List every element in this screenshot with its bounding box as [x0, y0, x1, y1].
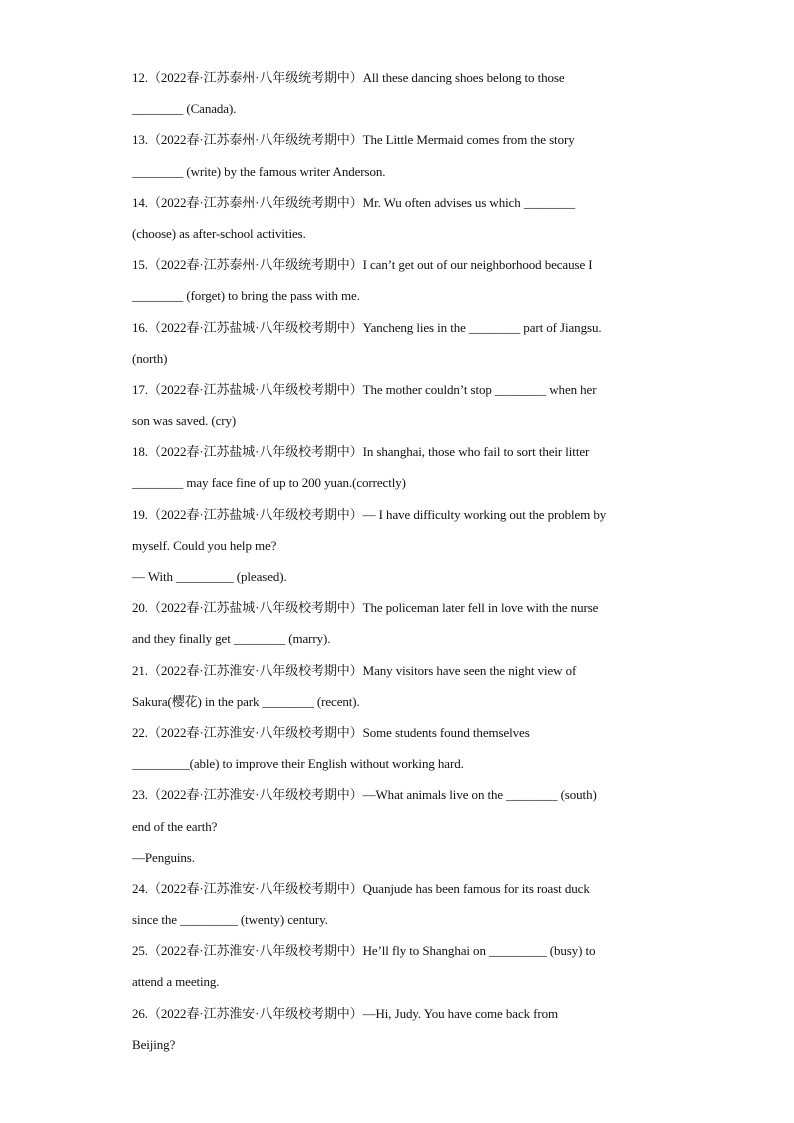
question-13-line-1: 13.（2022春·江苏泰州·八年级统考期中）The Little Mermaid comes from the story — [132, 132, 575, 148]
question-18-line-1: 18.（2022春·江苏盐城·八年级校考期中）In shanghai, those who fail to sort their litter — [132, 444, 590, 460]
question-17-line-2: son was saved. (cry) — [132, 413, 237, 429]
question-14-line-1: 14.（2022春·江苏泰州·八年级统考期中）Mr. Wu often advises us which ________ — [132, 194, 576, 210]
question-22-line-2: _________(able) to improve their English without working hard. — [132, 756, 464, 772]
question-26-line-1: 26.（2022春·江苏淮安·八年级校考期中）—Hi, Judy. You have come back from — [132, 1005, 559, 1021]
question-13-line-2: ________ (write) by the famous writer Anderson. — [132, 163, 386, 179]
question-18-line-2: ________ may face fine of up to 200 yuan.(correctly) — [132, 475, 406, 491]
question-14-line-2: (choose) as after-school activities. — [132, 225, 306, 241]
question-20-line-1: 20.（2022春·江苏盐城·八年级校考期中）The policeman later fell in love with the nurse — [132, 600, 599, 616]
question-19-line-2: myself. Could you help me? — [132, 537, 277, 553]
question-19-line-3: — With _________ (pleased). — [132, 569, 287, 584]
question-16-line-1: 16.（2022春·江苏盐城·八年级校考期中）Yancheng lies in the ________ part of Jiangsu. — [132, 319, 602, 335]
question-19-line-1: 19.（2022春·江苏盐城·八年级校考期中）— I have difficulty working out the problem by — [132, 506, 607, 522]
question-23-line-2: end of the earth? — [132, 818, 218, 834]
question-17-line-1: 17.（2022春·江苏盐城·八年级校考期中）The mother couldn’t stop ________ when her — [132, 381, 597, 397]
question-25-line-1: 25.（2022春·江苏淮安·八年级校考期中）He’ll fly to Shanghai on _________ (busy) to — [132, 943, 596, 959]
question-21-line-1: 21.（2022春·江苏淮安·八年级校考期中）Many visitors have seen the night view of — [132, 662, 577, 678]
question-15-line-1: 15.（2022春·江苏泰州·八年级统考期中）I can’t get out of our neighborhood because I — [132, 257, 593, 273]
question-23-line-3: —Penguins. — [132, 849, 195, 865]
question-20-line-2: and they finally get ________ (marry). — [132, 631, 331, 647]
question-16-line-2: (north) — [132, 350, 168, 366]
question-24-line-1: 24.（2022春·江苏淮安·八年级校考期中）Quanjude has been famous for its roast duck — [132, 880, 590, 896]
question-12-line-1: 12.（2022春·江苏泰州·八年级统考期中）All these dancing shoes belong to those — [132, 70, 565, 85]
question-25-line-2: attend a meeting. — [132, 974, 220, 990]
question-24-line-2: since the _________ (twenty) century. — [132, 912, 328, 928]
question-26-line-2: Beijing? — [132, 1036, 176, 1052]
question-15-line-2: ________ (forget) to bring the pass with me. — [132, 288, 360, 304]
question-21-line-2: Sakura(樱花) in the park ________ (recent). — [132, 693, 360, 709]
question-22-line-1: 22.（2022春·江苏淮安·八年级校考期中）Some students found themselves — [132, 724, 530, 740]
question-12-line-2: ________ (Canada). — [132, 101, 237, 117]
question-23-line-1: 23.（2022春·江苏淮安·八年级校考期中）—What animals live on the ________ (south) — [132, 787, 597, 803]
